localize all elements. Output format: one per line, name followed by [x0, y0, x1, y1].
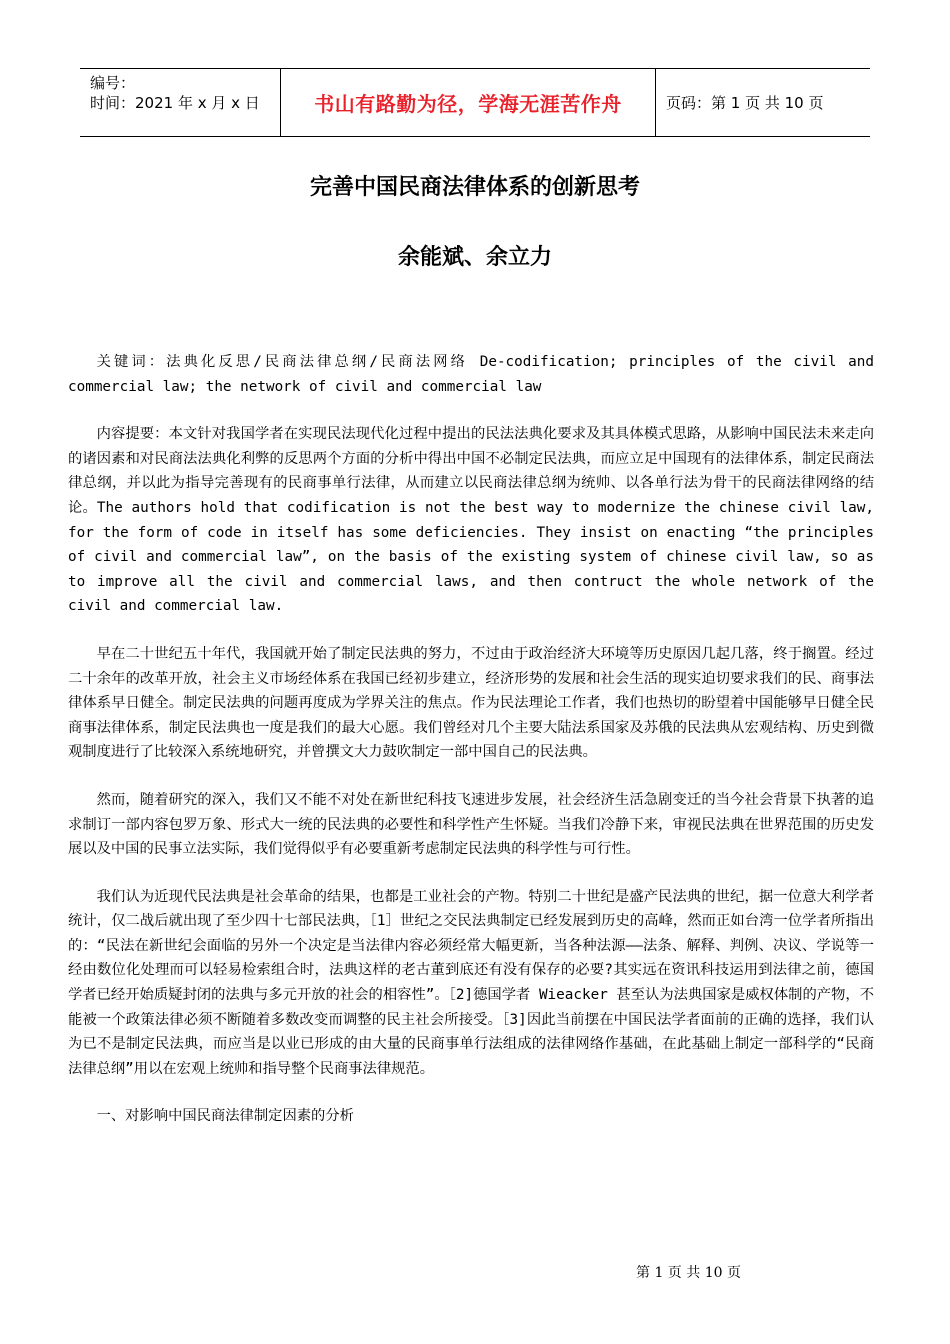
keywords-paragraph: 关键词：法典化反思/民商法律总纲/民商法网络 De-codification; principles of the civil and commercial law; the network of civil and commercial law	[68, 354, 874, 395]
page-footer: 第 1 页 共 10 页	[636, 1265, 741, 1281]
document-body	[68, 350, 874, 1152]
document-number-label: 编号：	[90, 74, 136, 92]
header-meta	[80, 69, 280, 136]
abstract-paragraph: 内容提要：本文针对我国学者在实现民法现代化过程中提出的民法法典化要求及其具体模式思路，从影响中国民法未来走向的诸因素和对民商法法典化利弊的反思两个方面的分析中得出中国不必制定民法典，而应立足中国现有的法律体系，制定民商法律总纲，并以此为指导完善现有的民商事单行法律，从而建立以民商法律总纲为统帅、以各单行法为骨干的民商法律网络的结论。The authors hold that codification is not the best way to modernize the chinese civil law, for the form of code in itself has some deficiencies. They insist on enacting “the principles of civil and commercial law”, on the basis of the existing system of chinese civil law, so as to improve all the civil and commercial laws, and then contruct the whole network of the civil and commercial law.	[68, 426, 874, 615]
body-paragraph: 我们认为近现代民法典是社会革命的结果，也都是工业社会的产物。特别二十世纪是盛产民法典的世纪，据一位意大利学者统计，仅二战后就出现了至少四十七部民法典，［1］世纪之交民法典制定已经发展到历史的高峰，然而正如台湾一位学者所指出的：“民法在新世纪会面临的另外一个决定是当法律内容必须经常大幅更新，当各种法源——法条、解释、判例、决议、学说等一经由数位化处理而可以轻易检索组合时，法典这样的老古董到底还有没有保存的必要?其实远在资讯科技运用到法律之前，德国学者已经开始质疑封闭的法典与多元开放的社会的相容性”。［2]德国学者 Wieacker 甚至认为法典国家是威权体制的产物，不能被一个政策法律必须不断随着多数改变而调整的民主社会所接受。［3]因此当前摆在中国民法学者面前的正确的选择，我们认为已不是制定民法典，而应当是以业已形成的由大量的民商事单行法组成的法律网络作基础，在此基础上制定一部科学的“民商法律总纲”用以在宏观上统帅和指导整个民商事法律规范。	[68, 888, 874, 1077]
section-heading: 一、对影响中国民商法律制定因素的分析	[96, 1108, 354, 1125]
header-motto: 书山有路勤为径，学海无涯苦作舟	[280, 69, 656, 136]
page-header	[80, 68, 870, 137]
document-title: 完善中国民商法律体系的创新思考	[309, 175, 640, 200]
body-paragraph: 早在二十世纪五十年代，我国就开始了制定民法典的努力，不过由于政治经济大环境等历史原因几起几落，终于搁置。经过二十余年的改革开放，社会主义市场经体系在我国已经初步建立，经济形势的发展和社会生活的现实迫切要求我们的民、商事法律体系早日健全。制定民法典的问题再度成为学界关注的焦点。作为民法理论工作者，我们也热切的盼望着中国能够早日健全民商事法律体系，制定民法典也一度是我们的最大心愿。我们曾经对几个主要大陆法系国家及苏俄的民法典从宏观结构、历史到微观制度进行了比较深入系统地研究，并曾撰文大力鼓吹制定一部中国自己的民法典。	[68, 645, 874, 761]
header-page-info: 页码：第 1 页 共 10 页	[666, 94, 824, 112]
body-paragraph: 然而，随着研究的深入，我们又不能不对处在新世纪科技飞速进步发展，社会经济生活急剧变迁的当今社会背景下执著的追求制订一部内容包罗万象、形式大一统的民法典的必要性和科学性产生怀疑。当我们冷静下来，审视民法典在世界范围的历史发展以及中国的民事立法实际，我们觉得似乎有必要重新考虑制定民法典的科学性与可行性。	[68, 791, 874, 858]
document-authors: 余能斌、余立力	[397, 245, 552, 270]
document-time-label: 时间：2021 年 x 月 x 日	[90, 94, 260, 112]
